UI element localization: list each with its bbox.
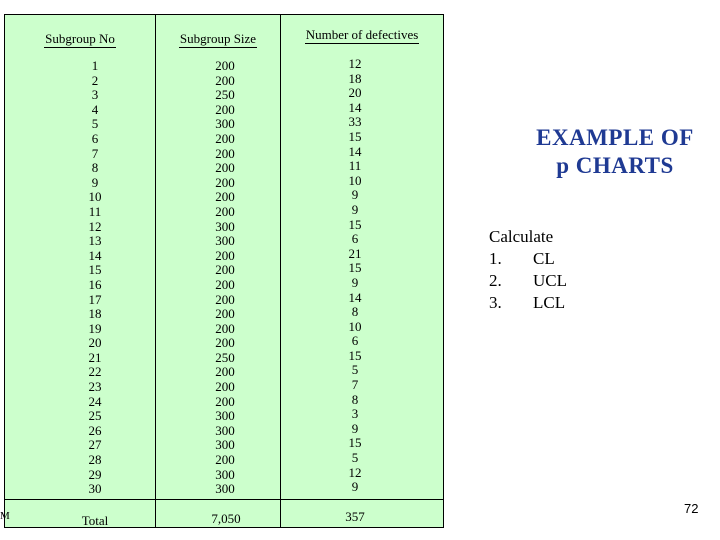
subgroup-no-cell: 16: [88, 276, 102, 292]
subgroup-size-cell: 200: [215, 379, 235, 395]
subgroup-no-cell: 9: [91, 174, 99, 190]
subgroup-size-cell: 200: [215, 145, 235, 161]
header-subgroup-size: Subgroup Size: [179, 31, 257, 46]
defectives-cell: 8: [351, 391, 359, 407]
subgroup-size-cell: 200: [215, 335, 235, 351]
subgroup-size-cell: 200: [215, 160, 235, 176]
defectives-cell: 33: [348, 114, 362, 130]
subgroup-no-cell: 10: [88, 189, 102, 205]
subgroup-size-cell: 300: [215, 233, 235, 249]
calc-item-label: UCL: [533, 271, 567, 290]
subgroup-size-cell: 300: [215, 481, 235, 497]
subgroup-size-cell: 200: [215, 393, 235, 409]
subgroup-size-cell: 200: [215, 130, 235, 146]
subgroup-size-cell: 200: [215, 189, 235, 205]
defectives-cell: 14: [348, 289, 362, 305]
column-divider: [280, 15, 281, 527]
calc-item-cl: [489, 248, 567, 270]
subgroup-no-cell: 24: [88, 393, 102, 409]
defectives-cell: 9: [351, 201, 359, 217]
subgroup-size-cell: 300: [215, 116, 235, 132]
subgroup-no-cell: 15: [88, 262, 102, 278]
subgroup-no-cell: 14: [88, 247, 102, 263]
defectives-cell: 5: [351, 450, 359, 466]
column-subgroup-no: [75, 59, 115, 497]
subgroup-no-cell: 11: [88, 203, 102, 219]
subgroup-no-cell: 26: [88, 422, 102, 438]
defectives-cell: 8: [351, 304, 359, 320]
defectives-cell: 3: [351, 406, 359, 422]
subgroup-size-cell: 200: [215, 203, 235, 219]
subgroup-size-cell: 200: [215, 58, 235, 73]
defectives-cell: 15: [348, 435, 362, 451]
slide-title: [480, 124, 720, 180]
defectives-cell: 12: [348, 56, 362, 71]
calculate-heading: Calculate: [489, 227, 554, 246]
subgroup-size-cell: 200: [215, 247, 235, 263]
subgroup-no-cell: 30: [88, 481, 102, 497]
subgroup-no-cell: 7: [91, 145, 99, 161]
defectives-cell: 15: [348, 216, 362, 232]
defectives-cell: 14: [348, 99, 362, 115]
subgroup-size-cell: 200: [215, 262, 235, 278]
defectives-cell: 6: [351, 231, 359, 247]
total-label: Total: [81, 513, 109, 528]
defectives-cell: 11: [348, 158, 362, 174]
column-subgroup-size: [201, 59, 249, 497]
subgroup-no-cell: 22: [88, 364, 102, 380]
subgroup-no-cell: 20: [88, 335, 102, 351]
subgroup-no-cell: 27: [88, 437, 102, 453]
total-row-divider: [5, 499, 443, 500]
calc-item-ucl: [489, 270, 567, 292]
subgroup-no-cell: 23: [88, 379, 102, 395]
subgroup-no-cell: 18: [88, 306, 102, 322]
calc-item-number: 1.: [489, 249, 502, 268]
subgroup-no-cell: 3: [91, 87, 99, 103]
defectives-cell: 14: [348, 143, 362, 159]
subgroup-size-cell: 250: [215, 349, 235, 365]
subgroup-no-cell: 25: [88, 408, 102, 424]
page-number: 72: [684, 501, 699, 516]
subgroup-no-cell: 5: [91, 116, 99, 132]
subgroup-size-cell: 200: [215, 72, 235, 88]
subgroup-no-cell: 29: [88, 466, 102, 482]
defectives-cell: 20: [348, 85, 362, 101]
header-subgroup-no: Subgroup No: [45, 31, 115, 46]
defectives-cell: 21: [348, 245, 362, 261]
subgroup-no-cell: 8: [91, 160, 99, 176]
subgroup-size-cell: 300: [215, 466, 235, 482]
subgroup-size-cell: 300: [215, 422, 235, 438]
calc-item-label: CL: [533, 249, 555, 268]
defectives-cell: 9: [351, 479, 359, 495]
defectives-cell: 5: [351, 362, 359, 378]
subgroup-no-cell: 1: [91, 58, 99, 73]
column-number-of-defectives: [335, 57, 375, 495]
column-divider: [155, 15, 156, 527]
slide-title-line-2: p CHARTS: [556, 153, 674, 178]
calculate-list: [489, 226, 567, 314]
subgroup-size-cell: 300: [215, 218, 235, 234]
subgroup-no-cell: 28: [88, 452, 102, 468]
subgroup-size-cell: 200: [215, 364, 235, 380]
defectives-cell: 7: [351, 377, 359, 393]
subgroup-no-cell: 2: [91, 72, 99, 88]
calc-item-label: LCL: [533, 293, 566, 312]
slide-title-line-1: EXAMPLE OF: [536, 125, 694, 150]
subgroup-size-cell: 200: [215, 174, 235, 190]
calc-item-lcl: [489, 292, 567, 314]
defectives-data-table: [4, 14, 444, 528]
subgroup-size-cell: 300: [215, 437, 235, 453]
subgroup-size-cell: 200: [215, 452, 235, 468]
subgroup-size-cell: 250: [215, 87, 235, 103]
defectives-cell: 9: [351, 274, 359, 290]
defectives-cell: 9: [351, 420, 359, 436]
header-number-of-defectives: Number of defectives: [305, 27, 419, 42]
subgroup-size-cell: 300: [215, 408, 235, 424]
subgroup-no-cell: 17: [88, 291, 102, 307]
defectives-cell: 9: [351, 187, 359, 203]
defectives-cell: 15: [348, 347, 362, 363]
subgroup-size-cell: 200: [215, 291, 235, 307]
subgroup-no-cell: 13: [88, 233, 102, 249]
defectives-cell: 10: [348, 318, 362, 334]
subgroup-no-cell: 6: [91, 130, 99, 146]
defectives-cell: 12: [348, 464, 362, 480]
calc-item-number: 2.: [489, 271, 502, 290]
defectives-cell: 10: [348, 172, 362, 188]
defectives-cell: 6: [351, 333, 359, 349]
subgroup-no-cell: 12: [88, 218, 102, 234]
defectives-cell: 15: [348, 128, 362, 144]
subgroup-size-cell: 200: [215, 101, 235, 117]
subgroup-no-cell: 4: [91, 101, 99, 117]
subgroup-size-cell: 200: [215, 276, 235, 292]
subgroup-size-cell: 200: [215, 320, 235, 336]
edge-mark: M: [0, 510, 10, 522]
total-size: 7,050: [211, 511, 241, 526]
subgroup-size-cell: 200: [215, 306, 235, 322]
calc-item-number: 3.: [489, 293, 502, 312]
defectives-cell: 15: [348, 260, 362, 276]
subgroup-no-cell: 19: [88, 320, 102, 336]
subgroup-no-cell: 21: [88, 349, 102, 365]
total-defectives: 357: [345, 509, 365, 524]
defectives-cell: 18: [348, 70, 362, 86]
